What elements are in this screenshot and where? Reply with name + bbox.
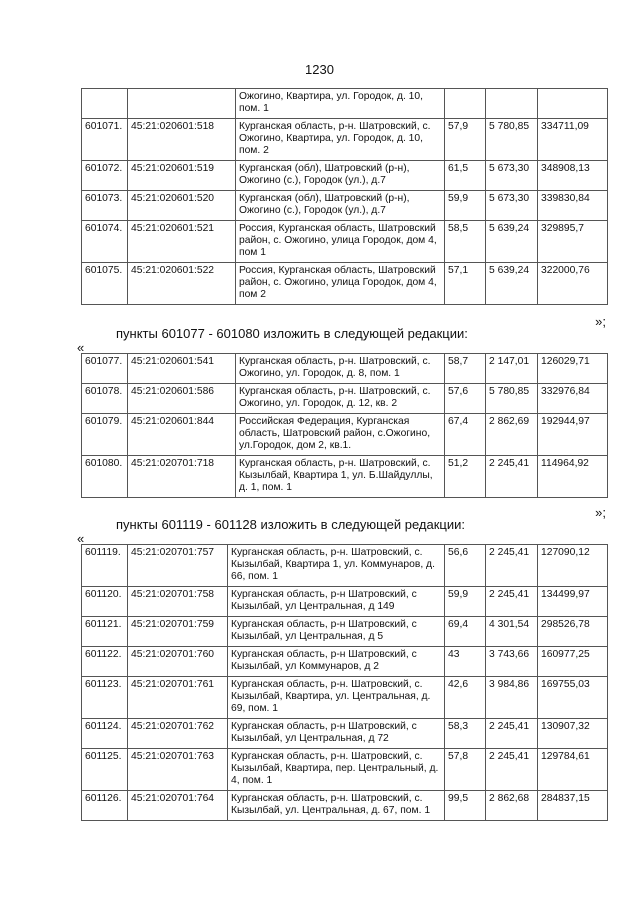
- address-cell: Российская Федерация, Курганская область, Шатровский район, с.Ожогино, ул.Городок, дом 2, кв.1.: [236, 414, 445, 456]
- table-row: [82, 89, 608, 119]
- area-cell: 42,6: [445, 677, 486, 719]
- value-cell: 284837,15: [538, 791, 608, 821]
- rate-cell: 5 780,85: [486, 384, 538, 414]
- address-cell: Курганская область, р-н. Шатровский, с. Кызылбай, Квартира, пер. Центральный, д. 4, пом. 1: [228, 749, 445, 791]
- address-cell: Курганская область, р-н Шатровский, с Кызылбай, ул Центральная, д 5: [228, 617, 445, 647]
- value-cell: 322000,76: [538, 263, 608, 305]
- area-cell: 61,5: [445, 161, 486, 191]
- item-number-cell: 601121.: [82, 617, 128, 647]
- address-cell: Россия, Курганская область, Шатровский район, с. Ожогино, улица Городок, дом 4, пом 1: [236, 221, 445, 263]
- instruction-601119-601128: пункты 601119 - 601128 изложить в следующей редакции:: [116, 517, 465, 532]
- area-cell: 59,9: [445, 587, 486, 617]
- item-number-cell: 601124.: [82, 719, 128, 749]
- address-cell: Курганская (обл), Шатровский (р-н), Ожогино (с.), Городок (ул.), д.7: [236, 191, 445, 221]
- closing-quote-1: »;: [595, 314, 606, 329]
- table-row: [82, 161, 608, 191]
- property-table-2: [81, 353, 608, 498]
- rate-cell: 5 639,24: [486, 221, 538, 263]
- item-number-cell: 601123.: [82, 677, 128, 719]
- value-cell: 130907,32: [538, 719, 608, 749]
- item-number-cell: 601080.: [82, 456, 128, 498]
- cadastral-number-cell: 45:21:020601:521: [128, 221, 236, 263]
- value-cell: 329895,7: [538, 221, 608, 263]
- area-cell: 57,9: [445, 119, 486, 161]
- item-number-cell: 601119.: [82, 545, 128, 587]
- rate-cell: 5 780,85: [486, 119, 538, 161]
- cadastral-number-cell: 45:21:020701:764: [128, 791, 228, 821]
- item-number-cell: 601074.: [82, 221, 128, 263]
- cadastral-number-cell: 45:21:020701:762: [128, 719, 228, 749]
- cadastral-number-cell: 45:21:020701:757: [128, 545, 228, 587]
- property-table-1: [81, 88, 608, 305]
- table-row: [82, 456, 608, 498]
- rate-cell: 3 743,66: [486, 647, 538, 677]
- cadastral-number-cell: 45:21:020601:520: [128, 191, 236, 221]
- item-number-cell: 601122.: [82, 647, 128, 677]
- cadastral-number-cell: 45:21:020701:761: [128, 677, 228, 719]
- cadastral-number-cell: 45:21:020701:718: [128, 456, 236, 498]
- rate-cell: 2 862,69: [486, 414, 538, 456]
- page-number: 1230: [305, 62, 334, 77]
- rate-cell: 2 245,41: [486, 545, 538, 587]
- table-row: [82, 119, 608, 161]
- area-cell: 51,2: [445, 456, 486, 498]
- area-cell: 69,4: [445, 617, 486, 647]
- item-number-cell: 601126.: [82, 791, 128, 821]
- cadastral-number-cell: 45:21:020701:759: [128, 617, 228, 647]
- rate-cell: 5 673,30: [486, 191, 538, 221]
- area-cell: 43: [445, 647, 486, 677]
- table-row: [82, 647, 608, 677]
- table-row: [82, 749, 608, 791]
- property-table-3: [81, 544, 608, 821]
- address-cell: Курганская область, р-н. Шатровский, с. Ожогино, ул. Городок, д. 12, кв. 2: [236, 384, 445, 414]
- item-number-cell: [82, 89, 128, 119]
- address-cell: Курганская область, р-н Шатровский, с Кызылбай, ул Центральная, д 149: [228, 587, 445, 617]
- rate-cell: [486, 89, 538, 119]
- cadastral-number-cell: 45:21:020601:519: [128, 161, 236, 191]
- value-cell: 334711,09: [538, 119, 608, 161]
- cadastral-number-cell: 45:21:020601:586: [128, 384, 236, 414]
- item-number-cell: 601125.: [82, 749, 128, 791]
- item-number-cell: 601079.: [82, 414, 128, 456]
- address-cell: Курганская область, р-н Шатровский, с Кызылбай, ул Центральная, д 72: [228, 719, 445, 749]
- value-cell: 114964,92: [538, 456, 608, 498]
- address-cell: Курганская область, р-н. Шатровский, с. Кызылбай, Квартира 1, ул. Б.Шайдуллы, д. 1, пом. 1: [236, 456, 445, 498]
- rate-cell: 2 245,41: [486, 719, 538, 749]
- address-cell: Курганская область, р-н Шатровский, с Кызылбай, ул Коммунаров, д 2: [228, 647, 445, 677]
- address-cell: Курганская область, р-н. Шатровский, с. Ожогино, ул. Городок, д. 8, пом. 1: [236, 354, 445, 384]
- value-cell: 332976,84: [538, 384, 608, 414]
- table-row: [82, 545, 608, 587]
- area-cell: 58,5: [445, 221, 486, 263]
- value-cell: 160977,25: [538, 647, 608, 677]
- area-cell: 57,6: [445, 384, 486, 414]
- opening-quote-1: «: [77, 340, 85, 355]
- value-cell: 134499,97: [538, 587, 608, 617]
- value-cell: 298526,78: [538, 617, 608, 647]
- value-cell: 348908,13: [538, 161, 608, 191]
- address-cell: Ожогино, Квартира, ул. Городок, д. 10, пом. 1: [236, 89, 445, 119]
- value-cell: 192944,97: [538, 414, 608, 456]
- opening-quote-2: «: [77, 531, 85, 546]
- rate-cell: 2 245,41: [486, 749, 538, 791]
- area-cell: 58,7: [445, 354, 486, 384]
- closing-quote-2: »;: [595, 505, 606, 520]
- table-row: [82, 791, 608, 821]
- rate-cell: 2 147,01: [486, 354, 538, 384]
- cadastral-number-cell: 45:21:020601:541: [128, 354, 236, 384]
- table-row: [82, 617, 608, 647]
- item-number-cell: 601077.: [82, 354, 128, 384]
- item-number-cell: 601075.: [82, 263, 128, 305]
- value-cell: 169755,03: [538, 677, 608, 719]
- cadastral-number-cell: 45:21:020701:760: [128, 647, 228, 677]
- item-number-cell: 601120.: [82, 587, 128, 617]
- value-cell: [538, 89, 608, 119]
- area-cell: 56,6: [445, 545, 486, 587]
- item-number-cell: 601073.: [82, 191, 128, 221]
- area-cell: 57,8: [445, 749, 486, 791]
- cadastral-number-cell: 45:21:020601:522: [128, 263, 236, 305]
- table-row: [82, 677, 608, 719]
- address-cell: Курганская (обл), Шатровский (р-н), Ожогино (с.), Городок (ул.), д.7: [236, 161, 445, 191]
- cadastral-number-cell: 45:21:020601:844: [128, 414, 236, 456]
- rate-cell: 2 862,68: [486, 791, 538, 821]
- address-cell: Курганская область, р-н. Шатровский, с. Ожогино, Квартира, ул. Городок, д. 10, пом. 2: [236, 119, 445, 161]
- table-row: [82, 191, 608, 221]
- area-cell: [445, 89, 486, 119]
- item-number-cell: 601071.: [82, 119, 128, 161]
- area-cell: 57,1: [445, 263, 486, 305]
- cadastral-number-cell: 45:21:020701:758: [128, 587, 228, 617]
- rate-cell: 2 245,41: [486, 456, 538, 498]
- address-cell: Курганская область, р-н. Шатровский, с. Кызылбай, Квартира, ул. Центральная, д. 69, пом. 1: [228, 677, 445, 719]
- area-cell: 58,3: [445, 719, 486, 749]
- cadastral-number-cell: [128, 89, 236, 119]
- table-row: [82, 719, 608, 749]
- table-row: [82, 263, 608, 305]
- address-cell: Россия, Курганская область, Шатровский район, с. Ожогино, улица Городок, дом 4, пом 2: [236, 263, 445, 305]
- value-cell: 129784,61: [538, 749, 608, 791]
- table-row: [82, 414, 608, 456]
- value-cell: 339830,84: [538, 191, 608, 221]
- table-row: [82, 354, 608, 384]
- instruction-601077-601080: пункты 601077 - 601080 изложить в следующей редакции:: [116, 326, 468, 341]
- table-row: [82, 384, 608, 414]
- value-cell: 127090,12: [538, 545, 608, 587]
- item-number-cell: 601078.: [82, 384, 128, 414]
- rate-cell: 5 673,30: [486, 161, 538, 191]
- address-cell: Курганская область, р-н. Шатровский, с. Кызылбай, ул. Центральная, д. 67, пом. 1: [228, 791, 445, 821]
- cadastral-number-cell: 45:21:020601:518: [128, 119, 236, 161]
- item-number-cell: 601072.: [82, 161, 128, 191]
- rate-cell: 5 639,24: [486, 263, 538, 305]
- rate-cell: 3 984,86: [486, 677, 538, 719]
- rate-cell: 4 301,54: [486, 617, 538, 647]
- area-cell: 99,5: [445, 791, 486, 821]
- table-row: [82, 221, 608, 263]
- cadastral-number-cell: 45:21:020701:763: [128, 749, 228, 791]
- area-cell: 67,4: [445, 414, 486, 456]
- area-cell: 59,9: [445, 191, 486, 221]
- table-row: [82, 587, 608, 617]
- address-cell: Курганская область, р-н. Шатровский, с. Кызылбай, Квартира 1, ул. Коммунаров, д. 66, пом. 1: [228, 545, 445, 587]
- rate-cell: 2 245,41: [486, 587, 538, 617]
- value-cell: 126029,71: [538, 354, 608, 384]
